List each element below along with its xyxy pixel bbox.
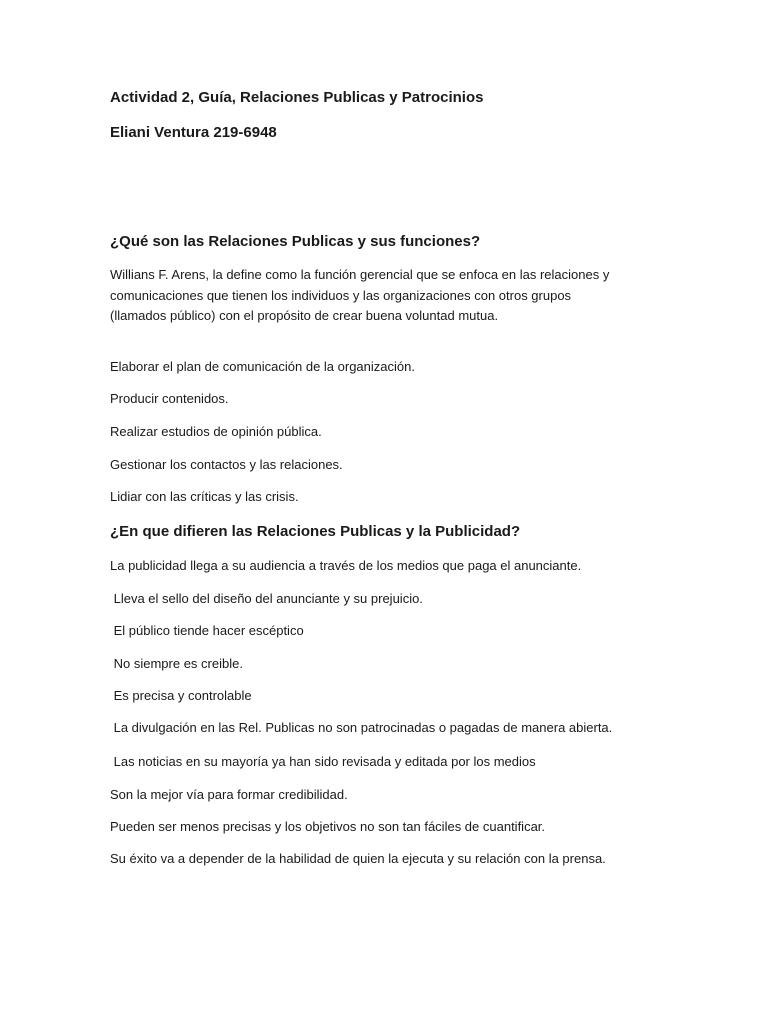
function-item: Gestionar los contactos y las relaciones. bbox=[110, 457, 343, 472]
function-item: Realizar estudios de opinión pública. bbox=[110, 424, 322, 439]
comparison-line: Las noticias en su mayoría ya han sido revisada y editada por los medios bbox=[110, 754, 536, 769]
comparison-line: Su éxito va a depender de la habilidad de quien la ejecuta y su relación con la prensa. bbox=[110, 851, 606, 866]
comparison-line: Son la mejor vía para formar credibilidad. bbox=[110, 787, 348, 802]
paragraph-line: Willians F. Arens, la define como la función gerencial que se enfoca en las relaciones y bbox=[110, 267, 610, 282]
definition-paragraph bbox=[110, 265, 670, 327]
paragraph-line: (llamados público) con el propósito de crear buena voluntad mutua. bbox=[110, 308, 499, 323]
author-line: Eliani Ventura 219-6948 bbox=[110, 124, 277, 141]
function-item: Producir contenidos. bbox=[110, 391, 229, 406]
comparison-line: El público tiende hacer escéptico bbox=[110, 623, 304, 638]
comparison-line: La publicidad llega a su audiencia a través de los medios que paga el anunciante. bbox=[110, 558, 582, 573]
comparison-line: Lleva el sello del diseño del anunciante y su prejuicio. bbox=[110, 591, 423, 606]
document-title: Actividad 2, Guía, Relaciones Publicas y Patrocinios bbox=[110, 89, 484, 106]
comparison-line: La divulgación en las Rel. Publicas no son patrocinadas o pagadas de manera abierta. bbox=[110, 720, 613, 735]
function-item: Elaborar el plan de comunicación de la organización. bbox=[110, 359, 415, 374]
comparison-line: Pueden ser menos precisas y los objetivos no son tan fáciles de cuantificar. bbox=[110, 819, 546, 834]
paragraph-line: comunicaciones que tienen los individuos y las organizaciones con otros grupos bbox=[110, 287, 572, 303]
comparison-line: No siempre es creible. bbox=[110, 656, 243, 671]
function-item: Lidiar con las críticas y las crisis. bbox=[110, 489, 299, 504]
section-heading-1: ¿Qué son las Relaciones Publicas y sus funciones? bbox=[110, 233, 481, 250]
comparison-line: Es precisa y controlable bbox=[110, 688, 252, 703]
section-heading-2: ¿En que difieren las Relaciones Publicas y la Publicidad? bbox=[110, 523, 521, 540]
